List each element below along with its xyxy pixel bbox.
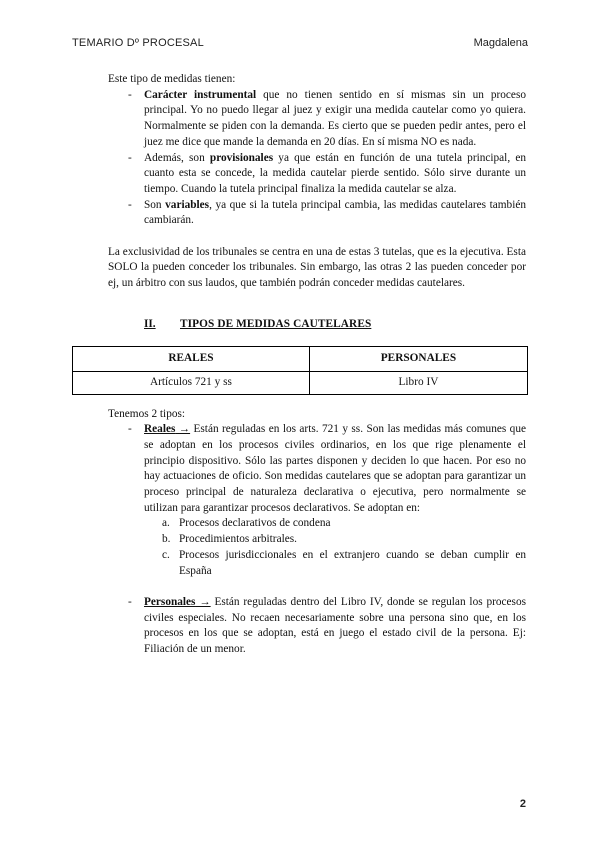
section-heading bbox=[108, 317, 526, 333]
sublist-item: a. Procesos declarativos de condena bbox=[162, 517, 331, 530]
table-header-reales: REALES bbox=[73, 346, 310, 371]
type-label-reales: Reales → bbox=[144, 423, 191, 436]
feature-text-after: ya que están en función de una tutela principal, en cuanto esta se concede, la medida cautelar pierde sentido. Sólo sirve durante un tiempo. Cuando la tutela principal finaliza la medida cautelar se alza. bbox=[144, 151, 526, 195]
header-title: TEMARIO Dº PROCESAL bbox=[72, 37, 204, 49]
measures-table bbox=[72, 346, 528, 395]
feature-text-after: que no tienen sentido en sí mismas sin un proceso principal. Yo no puedo llegar al juez y exigir una medida cautelar como yo quiera. Normalmente se piden con la demanda. Es cierto que se pueden pedir antes, pero el juez me dice que mande la demanda en 20 días. En sí misma NO es nada. bbox=[144, 88, 526, 148]
arrow-icon: → bbox=[175, 423, 191, 436]
types-intro: Tenemos 2 tipos: bbox=[108, 407, 186, 420]
types-list-2 bbox=[108, 595, 526, 658]
dash-bullet: - bbox=[128, 595, 132, 608]
section-title: TIPOS DE MEDIDAS CAUTELARES bbox=[180, 317, 372, 330]
types-list bbox=[108, 422, 526, 579]
intro-text: Este tipo de medidas tienen: bbox=[108, 73, 236, 85]
features-list bbox=[108, 88, 526, 229]
feature-keyword: variables bbox=[165, 198, 210, 211]
table-cell-personales: Libro IV bbox=[309, 371, 527, 394]
feature-text-before: Además, son bbox=[144, 151, 210, 164]
type-text-personales: Están reguladas dentro del Libro IV, donde se regulan los procesos civiles especiales. No recaen necesariamente sobre una persona sino que, en los procesos en los que se adoptan, está en juego el estado civil de la persona. Ej: Filiación de un menor. bbox=[144, 595, 526, 656]
table-cell-reales: Artículos 721 y ss bbox=[73, 371, 310, 394]
feature-keyword: provisionales bbox=[209, 151, 274, 164]
feature-text-before: Son bbox=[144, 198, 166, 211]
list-item-personales bbox=[108, 595, 526, 658]
feature-text-after: , ya que si la tutela principal cambia, las medidas cautelares también cambiarán. bbox=[144, 198, 527, 227]
table-row bbox=[73, 371, 528, 394]
dash-bullet: - bbox=[128, 151, 132, 164]
type-text-reales: Están reguladas en los arts. 721 y ss. Son las medidas más comunes que se adoptan en los procesos civiles ordinarios, en los que rige plenamente el principio dispositivo. Sólo las partes disponen y deciden lo que hacen. Por eso no hay actuaciones de oficio. Son medidas cautelares que se adoptan para garantizar un proceso principal de naturaleza declarativa o ejecutiva, pero normalmente se utilizan para garantizar procesos declarativos. Se adoptan en: bbox=[144, 423, 526, 514]
dash-bullet: - bbox=[128, 88, 132, 101]
table-header-personales: PERSONALES bbox=[309, 346, 527, 371]
section-number: II. bbox=[144, 317, 156, 330]
type-label-personales: Personales → bbox=[144, 595, 211, 608]
header-author: Magdalena bbox=[473, 37, 528, 49]
document-body bbox=[108, 72, 526, 658]
list-item bbox=[108, 88, 526, 151]
exclusivity-paragraph: La exclusividad de los tribunales se centra en una de estas 3 tutelas, que es la ejecutiva. Esta SOLO la pueden conceder los tribunales. Sin embargo, las otras 2 las pueden conceder por ej, un árbitro con sus laudos, que también podrán conceder medidas cautelares. bbox=[108, 245, 526, 290]
table-header-row bbox=[73, 346, 528, 371]
arrow-icon: → bbox=[195, 595, 211, 608]
sublist-item: c. Procesos jurisdiccionales en el extranjero cuando se deban cumplir en España bbox=[162, 548, 526, 577]
sublist-item: b. Procedimientos arbitrales. bbox=[162, 533, 297, 546]
page-number: 2 bbox=[519, 798, 526, 810]
dash-bullet: - bbox=[128, 198, 132, 211]
list-item bbox=[108, 151, 526, 198]
list-item-reales bbox=[108, 422, 526, 579]
list-item bbox=[108, 198, 526, 229]
feature-keyword: Carácter instrumental bbox=[144, 88, 257, 101]
reales-sublist bbox=[144, 516, 526, 579]
dash-bullet: - bbox=[128, 423, 132, 436]
